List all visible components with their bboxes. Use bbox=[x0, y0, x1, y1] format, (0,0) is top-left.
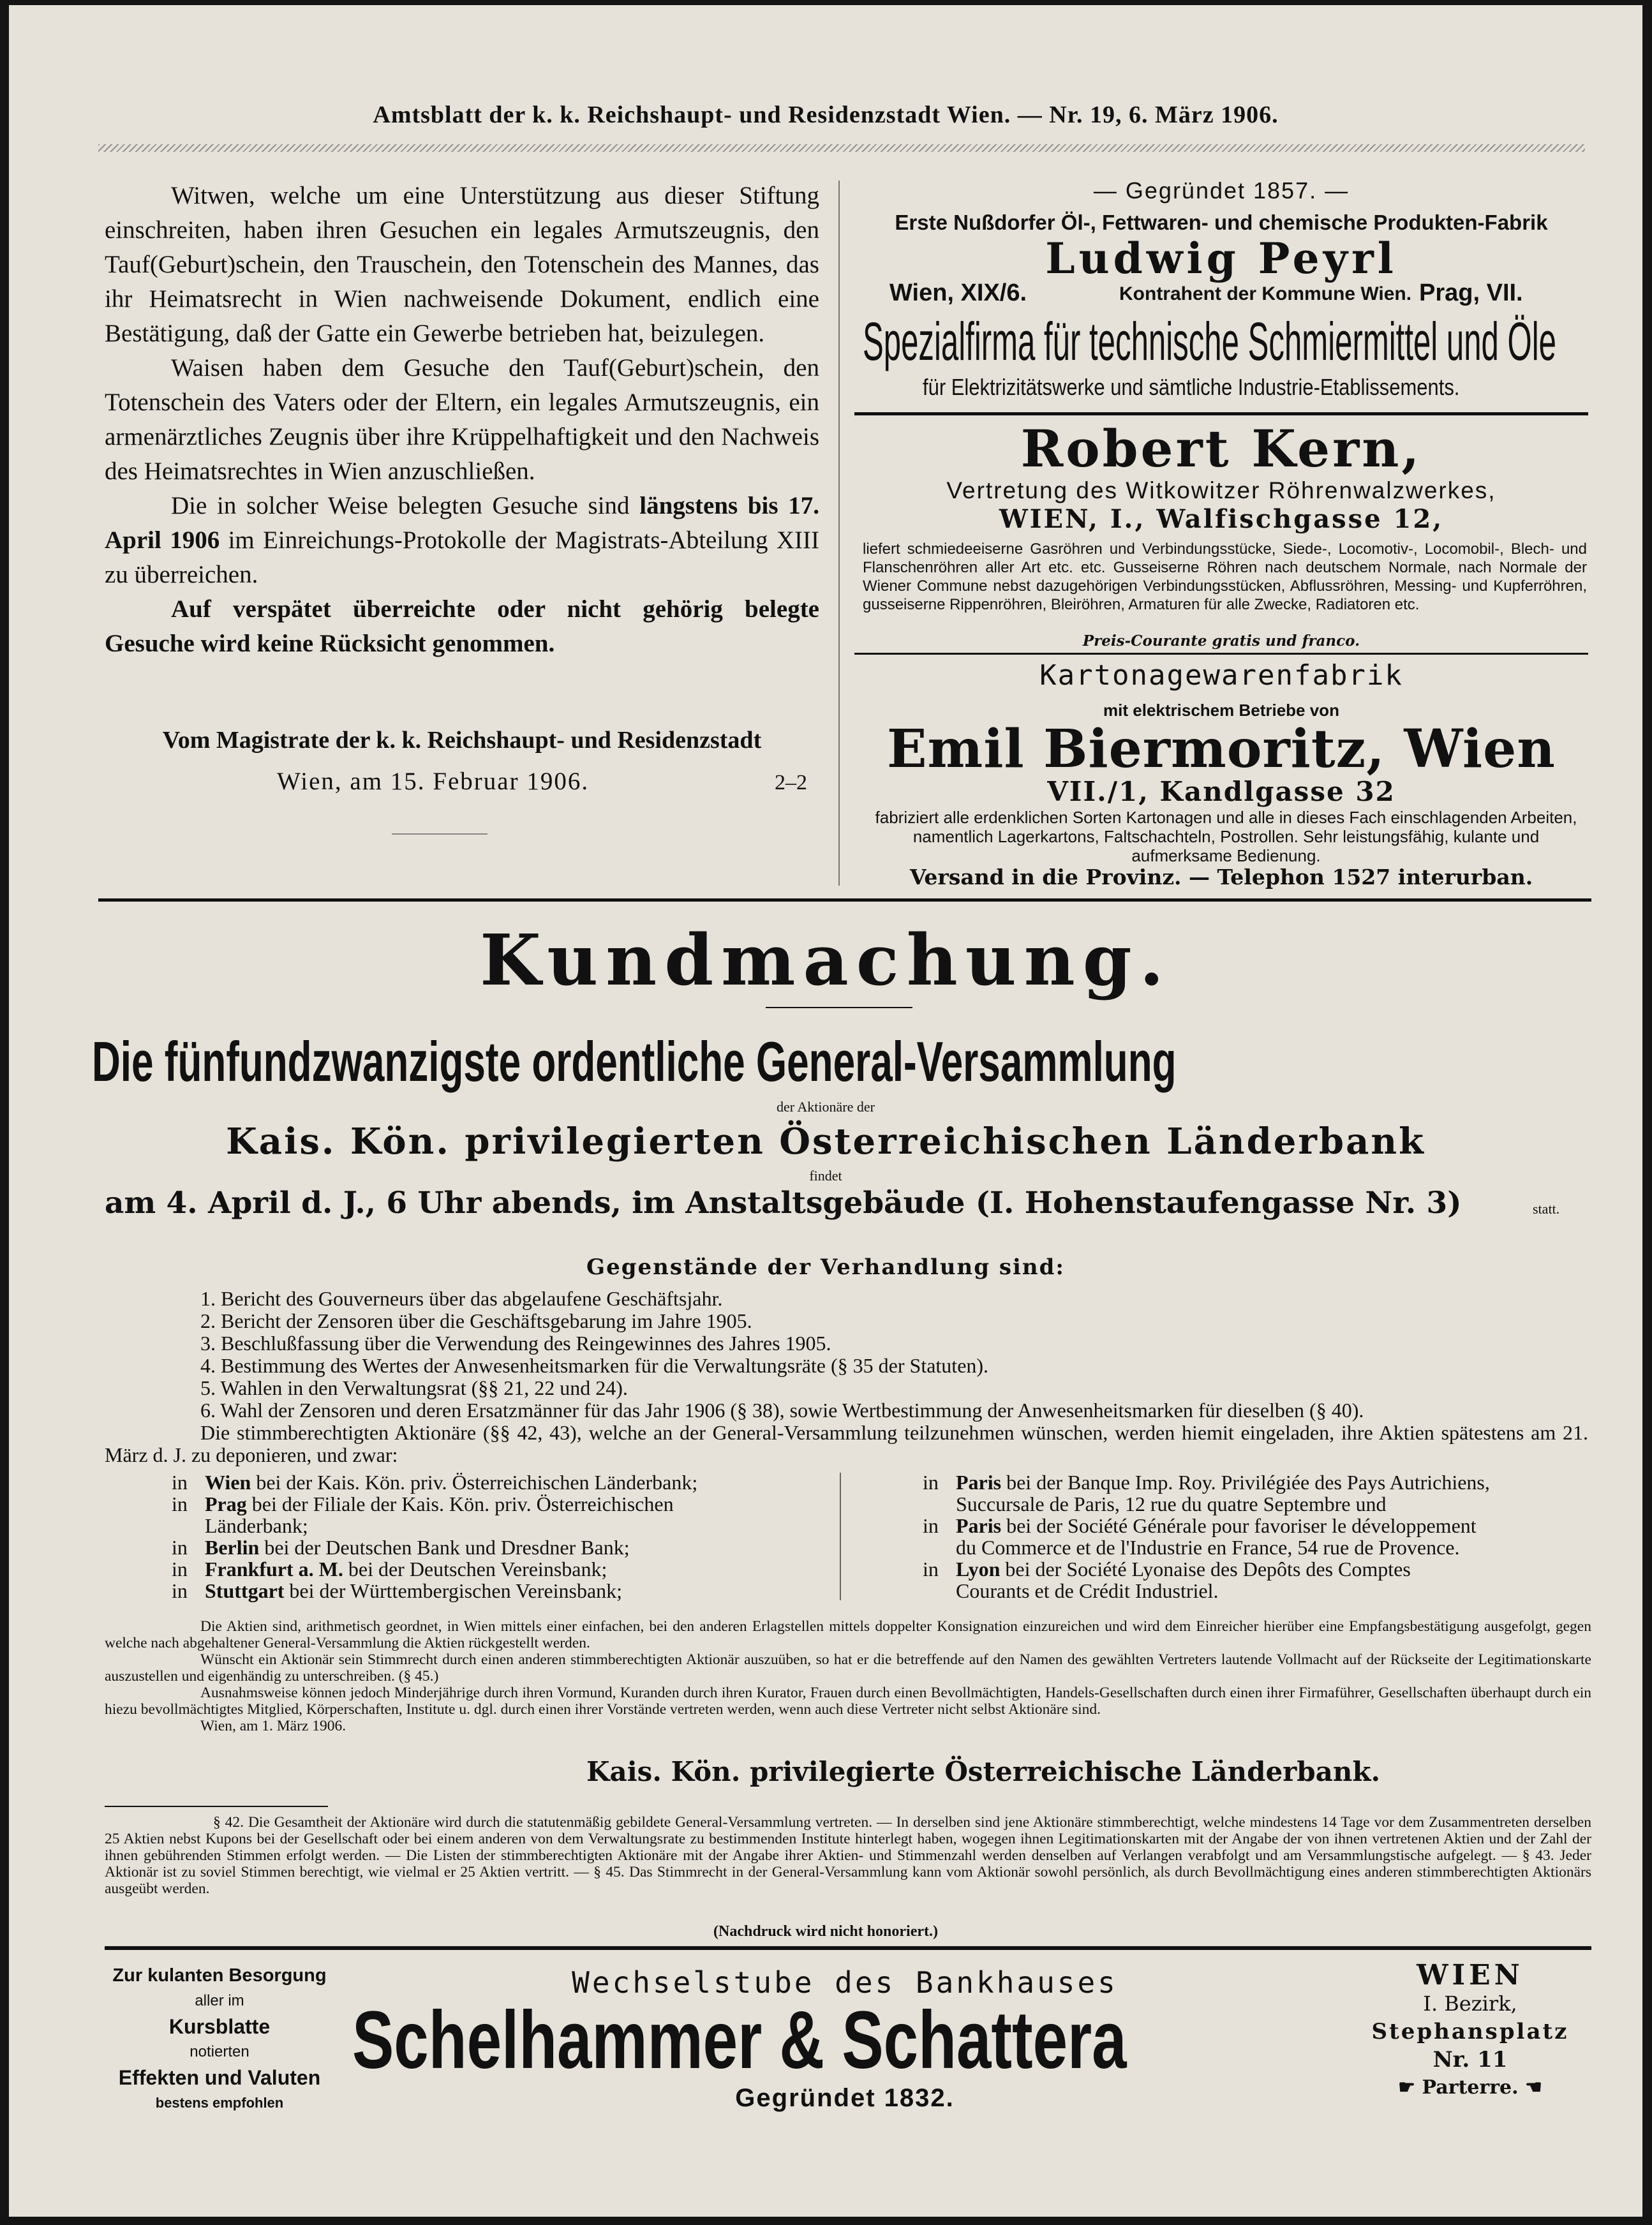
paragraph-3-deadline: längstens bis 17. April 1906 bbox=[105, 492, 819, 554]
place-row: du Commerce et de l'Industrie en France, 54 rue de Provence. bbox=[956, 1536, 1460, 1559]
peyrl-subline: für Elektrizitätswerke und sämtliche Industrie-Etablissements. bbox=[923, 374, 1460, 400]
bottom-ad-top: Wechselstube des Bankhauses bbox=[572, 1965, 1118, 2000]
bottom-left-line: aller im bbox=[195, 1992, 244, 2009]
bottom-right-line: I. Bezirk, bbox=[1423, 1991, 1517, 2016]
bottom-ad-founded: Gegründet 1832. bbox=[735, 2084, 955, 2112]
place-row: in Wien bei der Kais. Kön. priv. Österreichischen Länderbank; bbox=[172, 1471, 698, 1494]
agenda-item: 5. Wahlen in den Verwaltungsrat (§§ 21, 22 und 24). bbox=[200, 1376, 628, 1399]
place-row: in Paris bei der Banque Imp. Roy. Privilégiée des Pays Autrichiens, bbox=[923, 1471, 1490, 1494]
left-places bbox=[172, 1471, 697, 1602]
peyrl-line1: Erste Nußdorfer Öl-, Fettwaren- und chemische Produkten-Fabrik bbox=[895, 211, 1548, 234]
place-date: Wien, am 15. Februar 1906. bbox=[277, 768, 590, 795]
paragraph-4: Auf verspätet überreichte oder nicht gehörig belegte Gesuche wird keine Rücksicht genommen. bbox=[105, 595, 819, 657]
note: Ausnahmsweise können jedoch Minderjährige durch ihren Vormund, Kuranden durch ihren Kurator, Frauen durch einen Bevollmächtigten, Handels-Gesellschaften durch einen ihrer Firmaführer, Gesellschaften überhaupt durch ein hiezu bevollmächtigtes Mitglied, Körperschaften, Institute u. dgl. durch einen ihrer Vorstände vertreten werden, wenn auch diese Vertreter nicht selbst Aktionäre sind. bbox=[105, 1685, 1591, 1718]
bottom-right-line: Nr. 11 bbox=[1432, 2047, 1508, 2072]
kern-body: liefert schmiedeeiserne Gasröhren und Verbindungsstücke, Siede-, Locomotiv-, Locomobil-, Blech- und Flanschenröhren aller Art etc. etc. Gusseiserne Röhren nach deutschem Normale, nach Normale der Wiener Commune nebst dazugehörigen Verbindungsstücken, Abflussröhren, Messing- und Kupferröhren, gusseiserne Rippenröhren, Bleiröhren, Armaturen für alle Zwecke, Radiatoren etc. bbox=[863, 540, 1587, 613]
notes bbox=[105, 1618, 1591, 1734]
title-underline bbox=[766, 1007, 912, 1008]
column-divider bbox=[838, 181, 840, 886]
bottom-ad-left bbox=[98, 1963, 341, 2116]
paragraph-3 bbox=[105, 489, 819, 592]
paragraph-2: Waisen haben dem Gesuche den Tauf(Geburt)schein, den Totenschein des Vaters oder der Eltern, ein legales Armutszeugnis, ein armenärztliches Zeugnis über ihre Krüppelhaftigkeit und den Nachweis des Heimatsrechtes in Wien anzuschließen. bbox=[105, 354, 819, 485]
biermoritz-title: Kartonagewarenfabrik bbox=[1039, 659, 1403, 692]
places-divider bbox=[840, 1473, 841, 1600]
peyrl-loc-mid: Kontrahent der Kommune Wien. bbox=[1119, 283, 1412, 304]
small-divider bbox=[392, 833, 487, 835]
bank-name: Kais. Kön. privilegierten Österreichischen Länderbank bbox=[226, 1120, 1425, 1163]
footnote-rule bbox=[105, 1806, 328, 1807]
agenda-list bbox=[200, 1288, 1364, 1422]
bottom-ad-name: Schelhammer & Schattera bbox=[352, 1995, 1127, 2086]
paragraph-3-start: Die in solcher Weise belegten Gesuche sind bbox=[171, 492, 630, 519]
announcement-headline: Die fünfundzwanzigste ordentliche General-Versammlung bbox=[92, 1030, 1177, 1093]
footnote: § 42. Die Gesamtheit der Aktionäre wird durch die statutenmäßig gebildete General-Versammlung vertreten. — In derselben sind jene Aktionäre stimmberechtigt, welche mindestens 14 Tage vor dem Zusammentreten derselben 25 Aktien nebst Kupons bei der Gesellschaft oder bei einem anderen von dem Verwaltungsrate zu bestimmenden Institute hinterlegt haben, wogegen ihnen Legitimationskarten mit der Angabe der von ihnen vertretenen Aktien und der Zahl der ihnen gebührenden Stimmen erfolgt werden. — Die Listen der stimmberechtigten Aktionäre mit der Angabe ihrer Aktien- und Stimmenzahl werden denselben auf Verlangen verabfolgt und am Versammlungstische aufgelegt. — § 43. Jeder Aktionär ist zu soviel Stimmen berechtigt, wie vielmal er 25 Aktien vertritt. — § 45. Das Stimmrecht in der General-Versammlung kann vom Aktionär sowohl persönlich, als durch Bevollmächtigung eines anderen stimmberechtigten Aktionärs ausgeübt werden. bbox=[105, 1814, 1591, 1897]
bottom-left-line: bestens empfohlen bbox=[155, 2095, 284, 2111]
page-header: Amtsblatt der k. k. Reichshaupt- und Residenzstadt Wien. — Nr. 19, 6. März 1906. bbox=[373, 101, 1279, 128]
bottom-left-line: Zur kulanten Besorgung bbox=[112, 1965, 327, 1986]
bottom-right-line: Stephansplatz bbox=[1371, 2019, 1569, 2044]
biermoritz-address: VII./1, Kandlgasse 32 bbox=[1047, 776, 1395, 807]
paragraph-3-end: im Einreichungs-Protokolle der Magistrats-Abteilung XIII zu überreichen. bbox=[105, 526, 820, 588]
meeting-when: am 4. April d. J., 6 Uhr abends, im Anstaltsgebäude (I. Hohenstaufengasse Nr. 3) bbox=[105, 1186, 1462, 1221]
pointing-hand-icon: ☚ bbox=[1525, 2076, 1542, 2099]
bottom-right-line: ☛ Parterre. ☚ bbox=[1398, 2076, 1542, 2099]
kern-line1: Vertretung des Witkowitzer Röhrenwalzwerkes, bbox=[946, 477, 1496, 503]
peyrl-headline: Spezialfirma für technische Schmiermittel und Öle bbox=[863, 311, 1556, 371]
place-row: in Prag bei der Filiale der Kais. Kön. priv. Österreichischen bbox=[172, 1492, 674, 1515]
announcement-title: Kundmachung. bbox=[480, 919, 1172, 1001]
agenda-item: 2. Bericht der Zensoren über die Geschäftsgebarung im Jahre 1905. bbox=[200, 1309, 752, 1332]
bottom-right-line: WIEN bbox=[1417, 1959, 1524, 1991]
bottom-left-line: notierten bbox=[190, 2043, 249, 2060]
place-row: in Frankfurt a. M. bei der Deutschen Vereinsbank; bbox=[172, 1558, 607, 1581]
header-divider bbox=[98, 144, 1585, 152]
place-row: in Stuttgart bei der Württembergischen Vereinsbank; bbox=[172, 1579, 623, 1602]
issue-number: 2–2 bbox=[775, 771, 807, 794]
note: Die Aktien sind, arithmetisch geordnet, in Wien mittels einer einfachen, bei den anderen Erlagstellen mittels doppelter Konsignation einzureichen und wird dem Einreicher hierüber eine Empfangsbestätigung ausgefolgt, gegen welche nach abgehaltener General-Versammlung die Aktien rückgestellt werden. bbox=[105, 1618, 1591, 1651]
biermoritz-body: fabriziert alle erdenklichen Sorten Kartonagen und alle in dieses Fach einschlagenden Arbeiten, namentlich Lagerkartons, Faltschachteln, Postrollen. Sehr leistungsfähig, kulante und aufmerksame Bedienung. bbox=[875, 808, 1577, 865]
agenda-title: Gegenstände der Verhandlung sind: bbox=[586, 1254, 1065, 1280]
agenda-item: 4. Bestimmung des Wertes der Anwesenheitsmarken für die Verwaltungsräte (§ 35 der Statuten). bbox=[200, 1354, 989, 1377]
deposit-text: Die stimmberechtigten Aktionäre (§§ 42, 43), welche an der General-Versammlung teilzunehmen wünschen, werden hiemit eingeladen, ihre Aktien spätestens am 21. März d. J. zu deponieren, und zwar: bbox=[105, 1421, 1588, 1466]
meeting-statt: statt. bbox=[1533, 1201, 1560, 1217]
magistrate-signature: Vom Magistrate der k. k. Reichshaupt- und Residenzstadt bbox=[162, 727, 762, 754]
paragraph-1: Witwen, welche um eine Unterstützung aus dieser Stiftung einschreiten, haben ihren Gesuchen ein legales Armutszeugnis, den Tauf(Geburt)schein, den Trauschein, den Totenschein des Mannes, das ihr Heimatsrecht in Wien nachweisende Dokument, endlich eine Bestätigung, daß der Gatte ein Gewerbe betrieben hat, beizulegen. bbox=[105, 182, 819, 347]
divider-kern-biermoritz bbox=[854, 653, 1588, 655]
right-places bbox=[923, 1471, 1490, 1602]
kern-footer: Preis-Courante gratis und franco. bbox=[1082, 632, 1360, 650]
biermoritz-name: Emil Biermoritz, Wien bbox=[887, 718, 1556, 780]
place-row: in Berlin bei der Deutschen Bank und Dresdner Bank; bbox=[172, 1536, 630, 1559]
kern-name: Robert Kern, bbox=[1020, 419, 1422, 479]
left-column bbox=[105, 179, 819, 661]
agenda-item: 1. Bericht des Gouverneurs über das abgelaufene Geschäftsjahr. bbox=[200, 1287, 723, 1310]
bottom-left-line: Kursblatte bbox=[168, 2015, 271, 2038]
bottom-left-line: Effekten und Valuten bbox=[118, 2066, 321, 2089]
note: Wünscht ein Aktionär sein Stimmrecht durch einen anderen stimmberechtigten Aktionär auszuüben, so hat er die betreffende auf den Namen des gewählten Vertreters lautende Vollmacht auf der Rückseite der Legitimationskarte auszustellen und eigenhändig zu unterschreiben. (§ 45.) bbox=[105, 1651, 1591, 1685]
place-row: in Lyon bei der Société Lyonaise des Depôts des Comptes bbox=[923, 1558, 1411, 1581]
bank-signature: Kais. Kön. privilegierte Österreichische Länderbank. bbox=[586, 1756, 1381, 1787]
bottom-ad-right bbox=[1343, 1961, 1598, 2102]
section-divider bbox=[98, 898, 1591, 902]
nachdruck-note: (Nachdruck wird nicht honoriert.) bbox=[713, 1923, 938, 1940]
place-row: Courants et de Crédit Industriel. bbox=[956, 1579, 1219, 1602]
pointing-hand-icon: ☛ bbox=[1398, 2076, 1415, 2099]
place-row: in Paris bei der Société Générale pour favoriser le développement bbox=[923, 1514, 1477, 1537]
place-row: Succursale de Paris, 12 rue du quatre Septembre und bbox=[956, 1492, 1387, 1515]
peyrl-founded: — Gegründet 1857. — bbox=[1093, 177, 1350, 204]
biermoritz-sub: mit elektrischem Betriebe von bbox=[1103, 701, 1339, 720]
kern-address: WIEN, I., Walfischgasse 12, bbox=[999, 504, 1444, 534]
place-row: Länderbank; bbox=[205, 1514, 308, 1537]
bottom-divider bbox=[105, 1946, 1591, 1950]
announcement-small2: findet bbox=[809, 1168, 842, 1184]
peyrl-name: Ludwig Peyrl bbox=[1045, 234, 1397, 283]
agenda-item: 6. Wahl der Zensoren und deren Ersatzmänner für das Jahr 1906 (§ 38), sowie Wertbestimmung der Anwesenheitsmarken für dieselben (§ 40). bbox=[200, 1399, 1364, 1422]
agenda-item: 3. Beschlußfassung über die Verwendung des Reingewinnes des Jahres 1905. bbox=[200, 1332, 831, 1355]
newspaper-page bbox=[9, 5, 1642, 2217]
announcement-small1: der Aktionäre der bbox=[777, 1099, 875, 1115]
note: Wien, am 1. März 1906. bbox=[200, 1718, 346, 1734]
divider-peyrl-kern bbox=[854, 412, 1588, 415]
peyrl-loc-right: Prag, VII. bbox=[1419, 279, 1523, 306]
biermoritz-footer: Versand in die Provinz. — Telephon 1527 interurban. bbox=[909, 865, 1533, 889]
peyrl-loc-left: Wien, XIX/6. bbox=[889, 279, 1027, 306]
